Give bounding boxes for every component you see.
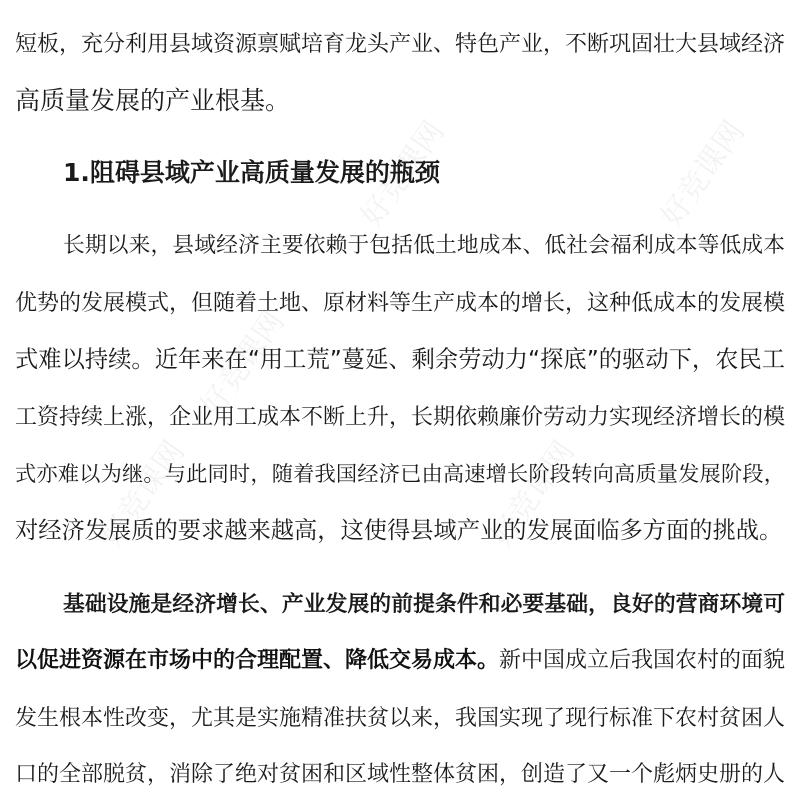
normal-text: 新中国成立后我国农村的面貌	[499, 648, 786, 673]
watermark-text: 好竞课网	[94, 434, 192, 554]
text-line: 发生根本性改变，尤其是实施精准扶贫以来，我国实现了现行标准下农村贫困人	[15, 706, 786, 731]
watermark-text: 好竞课网	[484, 434, 582, 554]
bold-text-line: 基础设施是经济增长、产业发展的前提条件和必要基础，良好的营商环境可	[63, 592, 785, 617]
text-line: 式难以持续。近年来在“用工荒”蔓延、剩余劳动力“探底”的驱动下，农民工	[15, 346, 785, 373]
text-line-mixed	[15, 646, 785, 676]
text-line: 式亦难以为继。与此同时，随着我国经济已由高速增长阶段转向高质量发展阶段，	[15, 462, 785, 487]
text-line: 对经济发展质的要求越来越高，这使得县域产业的发展面临多方面的挑战。	[15, 517, 783, 544]
text-line: 短板，充分利用县域资源禀赋培育龙头产业、特色产业，不断巩固壮大县域经济	[15, 32, 786, 57]
watermark-text: 好竞课网	[194, 304, 292, 424]
bold-text: 以促进资源在市场中的合理配置、降低交易成本。	[15, 648, 500, 673]
section-heading: 1.阻碍县域产业高质量发展的瓶颈	[63, 158, 440, 187]
watermark-text: 好竞课网	[354, 114, 452, 234]
text-line: 高质量发展的产业根基。	[15, 86, 291, 115]
watermark-text: 好竞课网	[654, 114, 752, 234]
text-line: 口的全部脱贫，消除了绝对贫困和区域性整体贫困，创造了又一个彪炳史册的人	[15, 762, 786, 787]
text-line: 优势的发展模式，但随着土地、原材料等生产成本的增长，这种低成本的发展模	[15, 291, 786, 316]
text-line: 工资持续上涨，企业用工成本不断上升，长期依赖廉价劳动力实现经济增长的模	[15, 405, 786, 430]
text-line: 长期以来，县域经济主要依赖于包括低土地成本、低社会福利成本等低成本	[63, 233, 785, 258]
